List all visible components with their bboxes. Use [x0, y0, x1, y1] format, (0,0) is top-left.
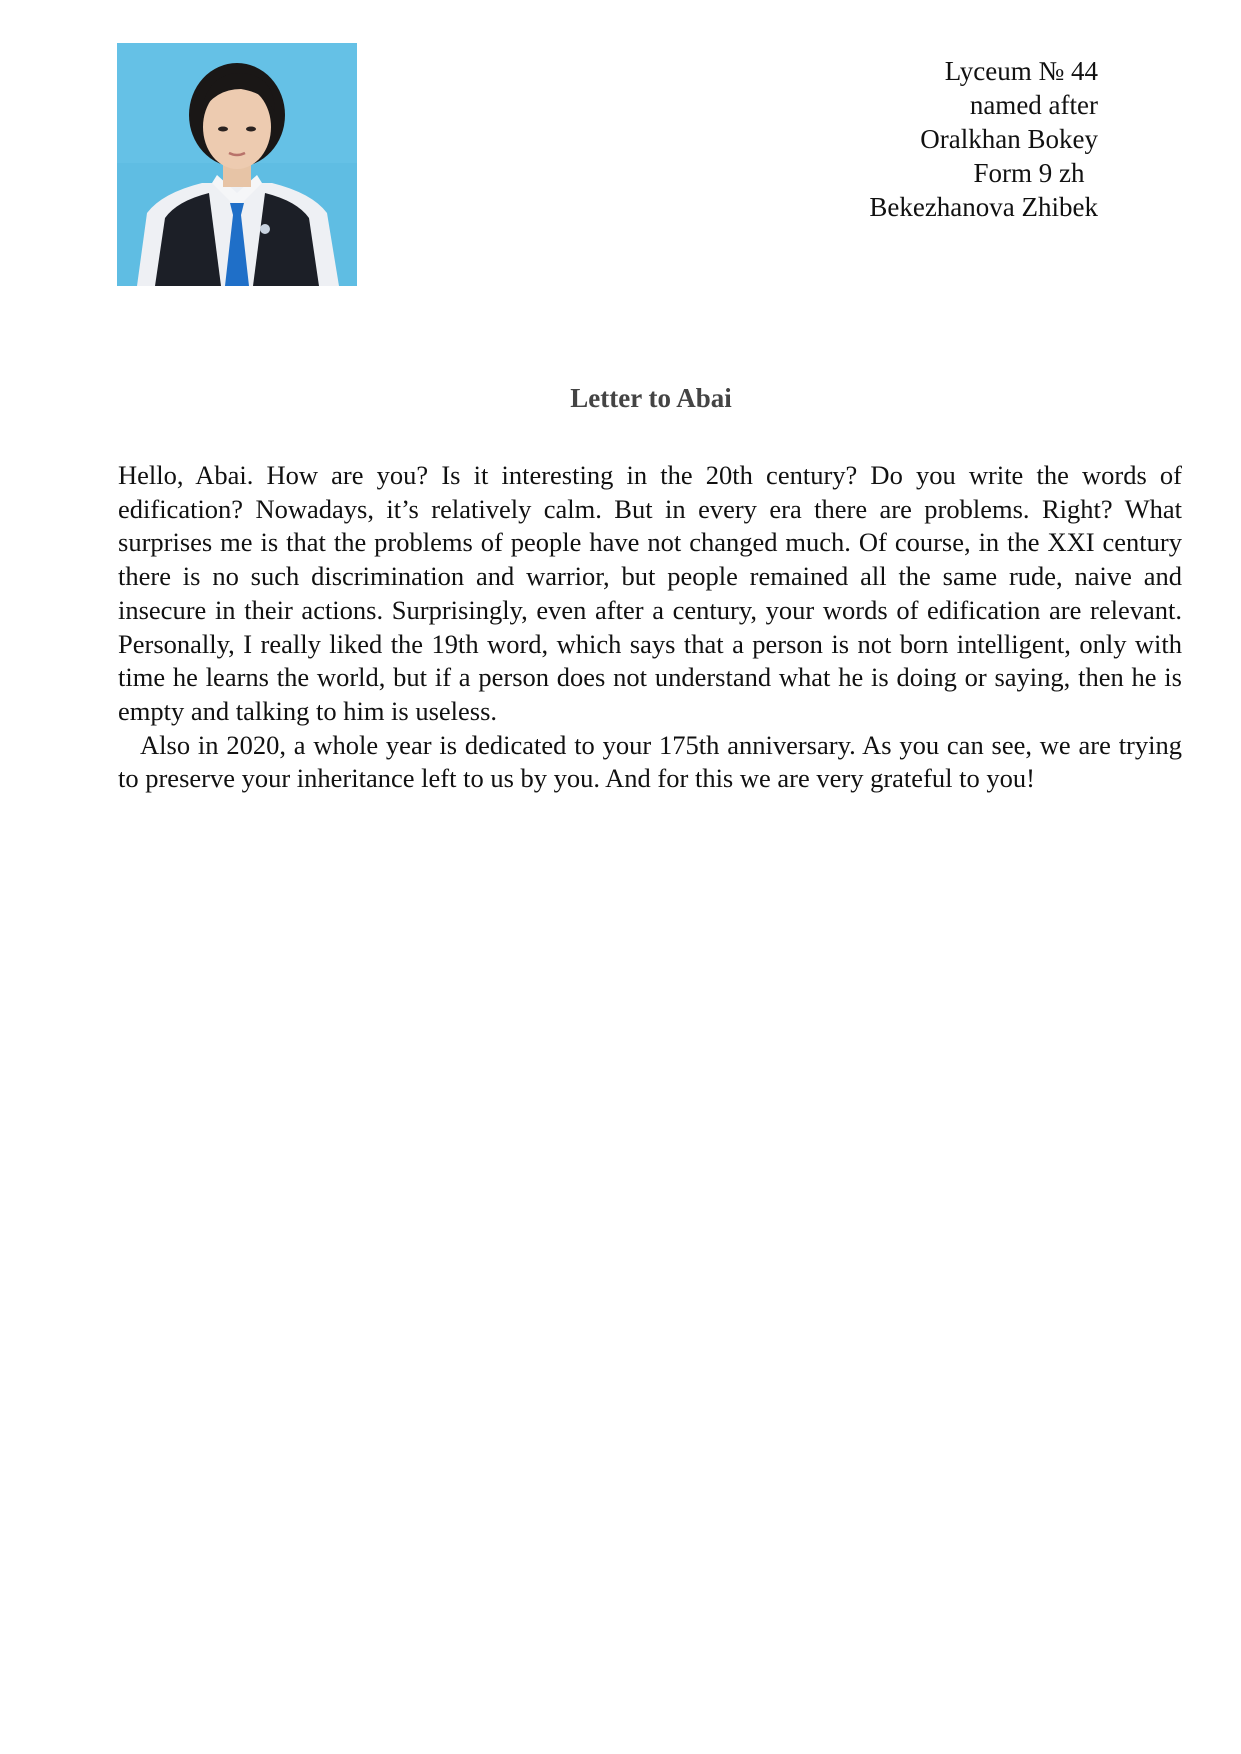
- school-named-after: named after: [969, 90, 1098, 120]
- author-name: Bekezhanova Zhibek: [869, 192, 1098, 222]
- author-info: [869, 54, 1098, 224]
- form-class: Form 9 zh: [973, 158, 1098, 188]
- letter-title: Letter to Abai: [570, 383, 732, 413]
- portrait-image: [117, 43, 357, 286]
- school-name: Lyceum № 44: [944, 56, 1098, 86]
- author-photo: [117, 43, 357, 286]
- school-namesake: Oralkhan Bokey: [920, 124, 1098, 154]
- letter-paragraph: Hello, Abai. How are you? Is it interesting in the 20th century? Do you write the words of edification? Nowadays, it’s relatively calm. But in every era there are problems. Right? What surprises me is that the problems of people have not changed much. Of course, in the XXI century there is no such discrimination and warrior, but people remained all the same rude, naive and insecure in their actions. Surprisingly, even after a century, your words of edification are relevant. Personally, I really liked the 19th word, which says that a person is not born intelligent, only with time he learns the world, but if a person does not understand what he is doing or saying, then he is empty and talking to him is useless.: [118, 460, 1182, 726]
- letter-paragraph: Also in 2020, a whole year is dedicated to your 175th anniversary. As you can see, we are trying to preserve your inheritance left to us by you. And for this we are very grateful to you!: [118, 729, 1182, 794]
- letter-body: [118, 459, 1182, 796]
